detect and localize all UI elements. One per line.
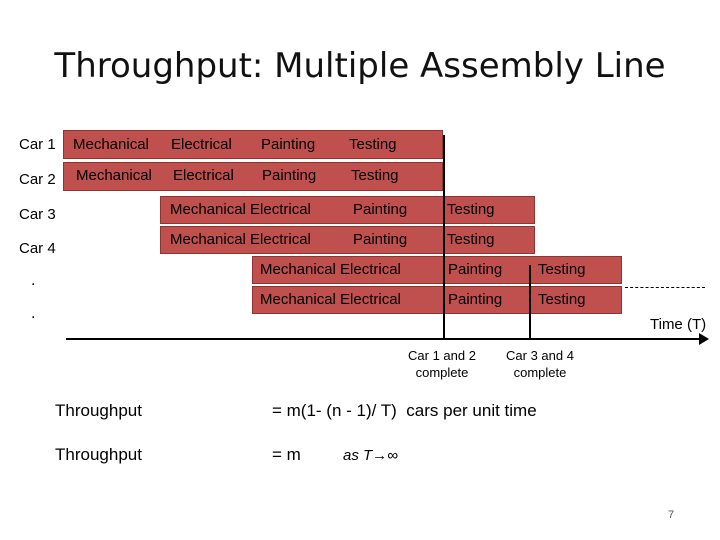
note-cars-1-2-complete: Car 1 and 2 complete — [408, 348, 476, 380]
ellipsis-dot-1: . — [31, 272, 36, 289]
formula-2-limit: as T→∞ — [343, 447, 398, 464]
formula-1-label: Throughput — [55, 401, 142, 420]
stage-electrical: Electrical — [171, 136, 232, 153]
stage-painting: Painting — [353, 201, 408, 218]
time-axis-arrow-icon — [699, 333, 709, 345]
stage-mechanical: Mechanical — [76, 167, 152, 184]
stage-mechanical-electrical: Mechanical Electrical — [170, 231, 311, 248]
completion-line-cars-3-4 — [529, 265, 531, 340]
page-number: 7 — [668, 509, 675, 521]
slide-title: Throughput: Multiple Assembly Line — [54, 46, 666, 86]
stage-testing: Testing — [538, 291, 586, 308]
car-label-4: Car 4 — [19, 240, 56, 257]
stage-painting: Painting — [448, 291, 503, 308]
stage-mechanical-electrical: Mechanical Electrical — [260, 291, 401, 308]
stage-testing: Testing — [447, 231, 495, 248]
stage-mechanical-electrical: Mechanical Electrical — [170, 201, 311, 218]
stage-testing: Testing — [538, 261, 586, 278]
car-label-2: Car 2 — [19, 171, 56, 188]
stage-painting: Painting — [353, 231, 408, 248]
stage-testing: Testing — [349, 136, 397, 153]
stage-mechanical-electrical: Mechanical Electrical — [260, 261, 401, 278]
stage-painting: Painting — [448, 261, 503, 278]
note-cars-3-4-complete: Car 3 and 4 complete — [506, 348, 574, 380]
ellipsis-dot-2: . — [31, 305, 36, 322]
stage-testing: Testing — [447, 201, 495, 218]
stage-mechanical: Mechanical — [73, 136, 149, 153]
stage-painting: Painting — [262, 167, 317, 184]
formula-2-expression: = m — [272, 445, 301, 464]
formula-1-expression: = m(1- (n - 1)/ T) cars per unit time — [272, 401, 537, 420]
time-axis-label: Time (T) — [650, 316, 707, 333]
car-label-1: Car 1 — [19, 136, 56, 153]
formula-2-label: Throughput — [55, 445, 142, 464]
car-label-3: Car 3 — [19, 206, 56, 223]
stage-testing: Testing — [351, 167, 399, 184]
completion-line-cars-1-2 — [443, 135, 445, 340]
stage-electrical: Electrical — [173, 167, 234, 184]
time-axis — [66, 338, 706, 340]
dashed-continuation — [625, 287, 705, 288]
stage-painting: Painting — [261, 136, 316, 153]
